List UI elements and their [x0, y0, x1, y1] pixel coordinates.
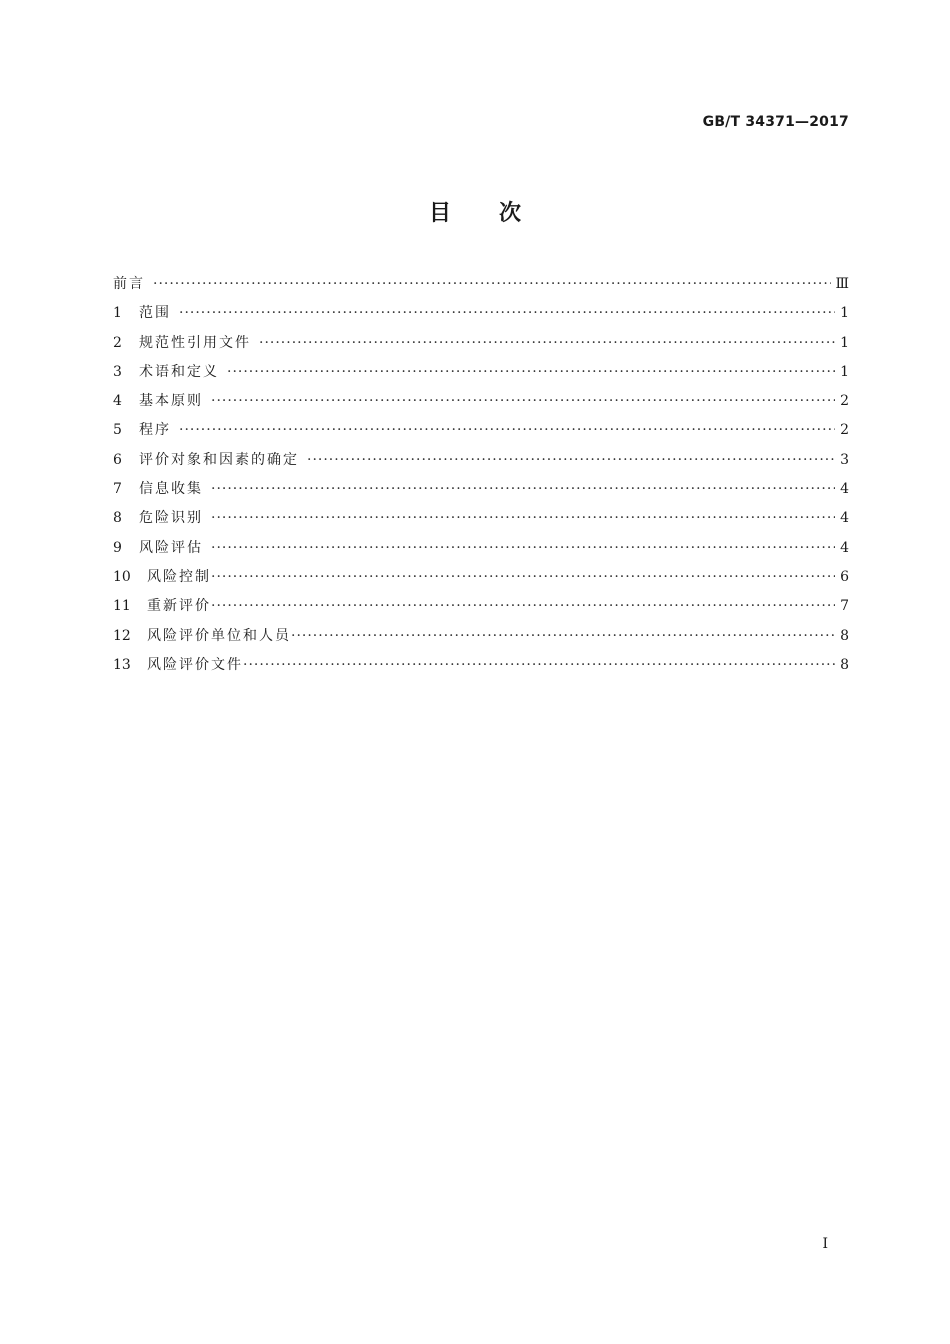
toc-entry-number: 2 [113, 334, 122, 351]
toc-entry-11[interactable] [113, 592, 849, 621]
toc-entry-6[interactable] [113, 446, 849, 475]
toc-entry-page: 2 [840, 393, 849, 410]
toc-entry-label: 风险评价单位和人员 [147, 627, 291, 644]
dot-leader [211, 387, 835, 416]
toc-entry-page: 4 [840, 539, 849, 556]
toc-entry-12[interactable] [113, 622, 849, 651]
dot-leader [291, 622, 835, 651]
toc-entry-7[interactable] [113, 475, 849, 504]
toc-entry-page: Ⅲ [835, 276, 849, 292]
toc-entry-label: 规范性引用文件 [139, 334, 251, 351]
dot-leader [307, 446, 835, 475]
toc-entry-5[interactable] [113, 416, 849, 445]
toc-entry-number: 1 [113, 305, 122, 322]
dot-leader [243, 651, 835, 680]
toc-entry-page: 2 [840, 422, 849, 439]
toc-entry-label: 程序 [139, 422, 171, 439]
dot-leader [211, 563, 835, 592]
toc-entry-number: 13 [113, 656, 131, 673]
toc-entry-page: 8 [840, 656, 849, 673]
toc-entry-page: 1 [840, 363, 849, 380]
toc-entry-4[interactable] [113, 387, 849, 416]
toc-entry-number: 12 [113, 627, 131, 644]
toc-entry-1[interactable] [113, 299, 849, 328]
dot-leader [179, 416, 835, 445]
toc-entry-number: 6 [113, 451, 122, 468]
dot-leader [259, 329, 835, 358]
toc-entry-label: 信息收集 [139, 481, 203, 498]
toc-entry-13[interactable] [113, 651, 849, 680]
toc-entry-label: 术语和定义 [139, 363, 219, 380]
toc-entry-page: 6 [840, 568, 849, 585]
toc-entry-page: 4 [840, 481, 849, 498]
toc-entry-page: 4 [840, 510, 849, 527]
toc-entry-page: 3 [840, 451, 849, 468]
toc-entry-3[interactable] [113, 358, 849, 387]
toc-entry-number: 11 [113, 598, 131, 615]
dot-leader [211, 504, 835, 533]
toc-entry-2[interactable] [113, 329, 849, 358]
toc-entry-label: 风险控制 [147, 568, 211, 585]
standard-number: GB/T 34371—2017 [702, 114, 849, 130]
toc-entry-number: 4 [113, 393, 122, 410]
dot-leader [227, 358, 835, 387]
toc-entry-label: 风险评价文件 [147, 656, 243, 673]
toc-entry-label: 危险识别 [139, 510, 203, 527]
dot-leader [179, 299, 835, 328]
toc-entry-number: 10 [113, 568, 131, 585]
toc-entry-page: 1 [840, 334, 849, 351]
toc-entry-page: 8 [840, 627, 849, 644]
toc-entry-number: 3 [113, 363, 122, 380]
toc-entry-label: 范围 [139, 305, 171, 322]
toc-entry-label: 评价对象和因素的确定 [139, 451, 299, 468]
dot-leader [211, 534, 835, 563]
toc-entry-10[interactable] [113, 563, 849, 592]
toc-entry-label: 基本原则 [139, 393, 203, 410]
page-number: I [822, 1236, 828, 1252]
toc-entry-label: 风险评估 [139, 539, 203, 556]
toc-entry-page: 7 [840, 598, 849, 615]
page-title: 目次 [428, 201, 569, 226]
toc-entry-label: 前言 [113, 276, 145, 292]
toc-entry-label: 重新评价 [147, 598, 211, 615]
toc-entry-number: 7 [113, 481, 122, 498]
toc-entry-page: 1 [840, 305, 849, 322]
toc-entry-number: 5 [113, 422, 122, 439]
dot-leader [211, 592, 835, 621]
toc-entry-foreword[interactable] [113, 270, 849, 299]
dot-leader [153, 270, 831, 299]
toc-entry-9[interactable] [113, 534, 849, 563]
toc-entry-number: 8 [113, 510, 122, 527]
toc-entry-number: 9 [113, 539, 122, 556]
table-of-contents [113, 270, 849, 680]
toc-entry-8[interactable] [113, 504, 849, 533]
dot-leader [211, 475, 835, 504]
